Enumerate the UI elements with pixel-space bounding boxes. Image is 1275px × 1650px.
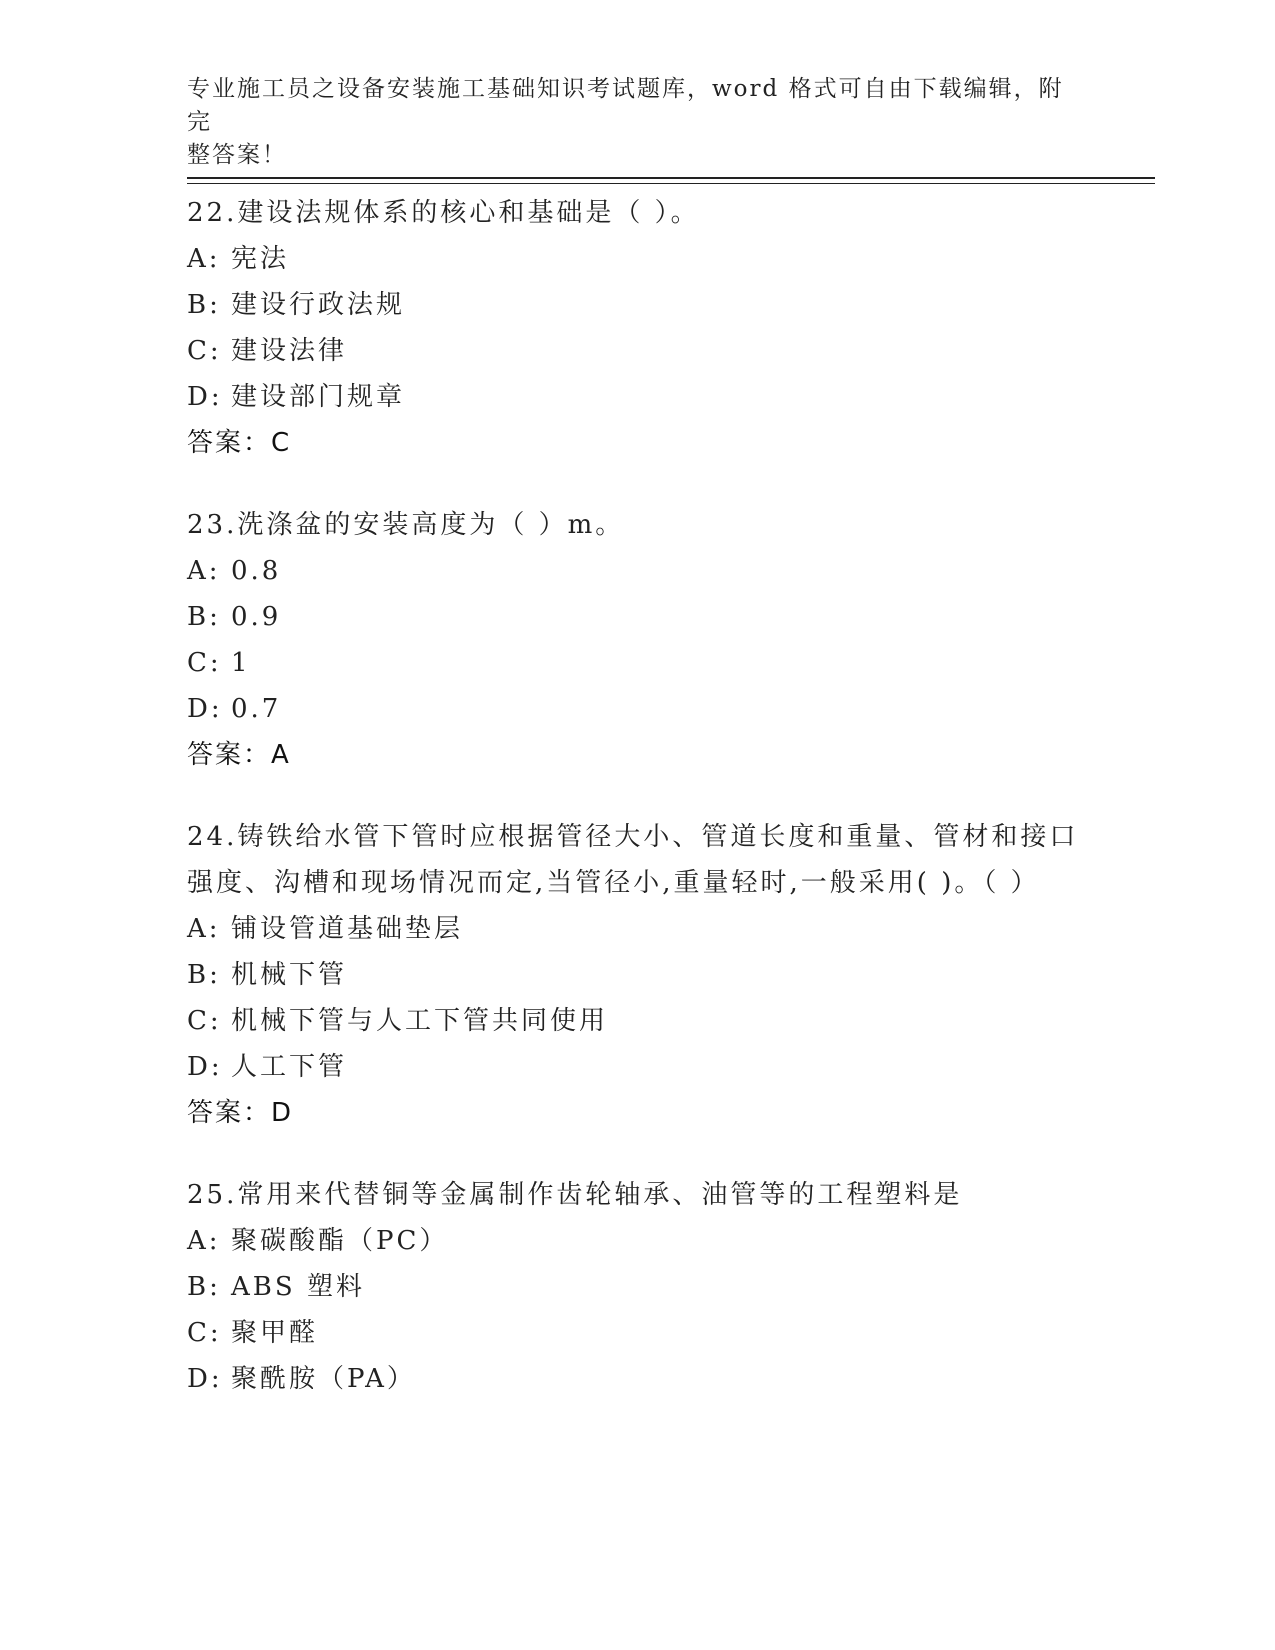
option-letter: D: [187,1052,223,1082]
option-text: 0.9 [231,602,282,632]
question-stem: 23.洗涤盆的安装高度为（ ）m。 [187,510,625,540]
option-a [187,1218,1087,1264]
option-text: 0.7 [231,694,282,724]
option-letter: D: [187,382,223,412]
answer-line: 答案：A [187,740,291,770]
option-text: 铺设管道基础垫层 [231,914,464,944]
option-letter: A: [187,244,221,274]
option-c [187,328,1087,374]
option-letter: D: [187,694,223,724]
option-letter: B: [187,290,221,320]
option-b [187,952,1087,998]
answer-line: 答案：C [187,428,292,458]
option-letter: B: [187,1272,221,1302]
header-divider [187,177,1155,179]
option-text: 聚酰胺（PA） [231,1364,416,1394]
header-divider-thin [187,183,1155,184]
question-stem: 22.建设法规体系的核心和基础是（ ）。 [187,198,700,228]
option-letter: A: [187,1226,221,1256]
option-letter: C: [187,336,222,366]
option-c [187,640,1087,686]
option-b [187,594,1087,640]
header-line-1: 专业施工员之设备安装施工基础知识考试题库，word 格式可自由下载编辑，附完 [187,76,1064,135]
option-text: 建设行政法规 [231,290,406,320]
option-d [187,374,1087,420]
option-letter: C: [187,1318,222,1348]
option-text: 建设法律 [231,336,348,366]
option-b [187,282,1087,328]
option-d [187,1044,1087,1090]
answer-line: 答案：D [187,1098,294,1128]
option-c [187,998,1087,1044]
option-text: 机械下管与人工下管共同使用 [231,1006,609,1036]
option-text: 聚甲醛 [231,1318,319,1348]
option-text: ABS 塑料 [231,1272,365,1302]
option-b [187,1264,1087,1310]
option-text: 1 [231,648,251,678]
option-text: 机械下管 [231,960,348,990]
question-23 [187,502,1087,778]
question-22 [187,190,1087,466]
option-letter: D: [187,1364,223,1394]
question-stem: 25.常用来代替铜等金属制作齿轮轴承、油管等的工程塑料是 [187,1180,963,1210]
option-text: 宪法 [231,244,290,274]
option-letter: B: [187,602,221,632]
option-letter: A: [187,556,221,586]
option-letter: B: [187,960,221,990]
option-c [187,1310,1087,1356]
option-text: 建设部门规章 [231,382,406,412]
question-list [187,190,1087,1438]
option-text: 人工下管 [231,1052,348,1082]
option-text: 聚碳酸酯（PC） [231,1226,449,1256]
header-line-2: 整答案！ [187,142,287,168]
option-d [187,686,1087,732]
option-text: 0.8 [231,556,282,586]
option-letter: C: [187,1006,222,1036]
option-d [187,1356,1087,1402]
option-a [187,906,1087,952]
question-25 [187,1172,1087,1402]
question-stem: 24.铸铁给水管下管时应根据管径大小、管道长度和重量、管材和接口强度、沟槽和现场情况而定,当管径小,重量轻时,一般采用( )。（ ） [187,822,1079,898]
document-header [187,73,1067,172]
option-a [187,236,1087,282]
option-letter: C: [187,648,222,678]
option-a [187,548,1087,594]
question-24 [187,814,1087,1136]
option-letter: A: [187,914,221,944]
